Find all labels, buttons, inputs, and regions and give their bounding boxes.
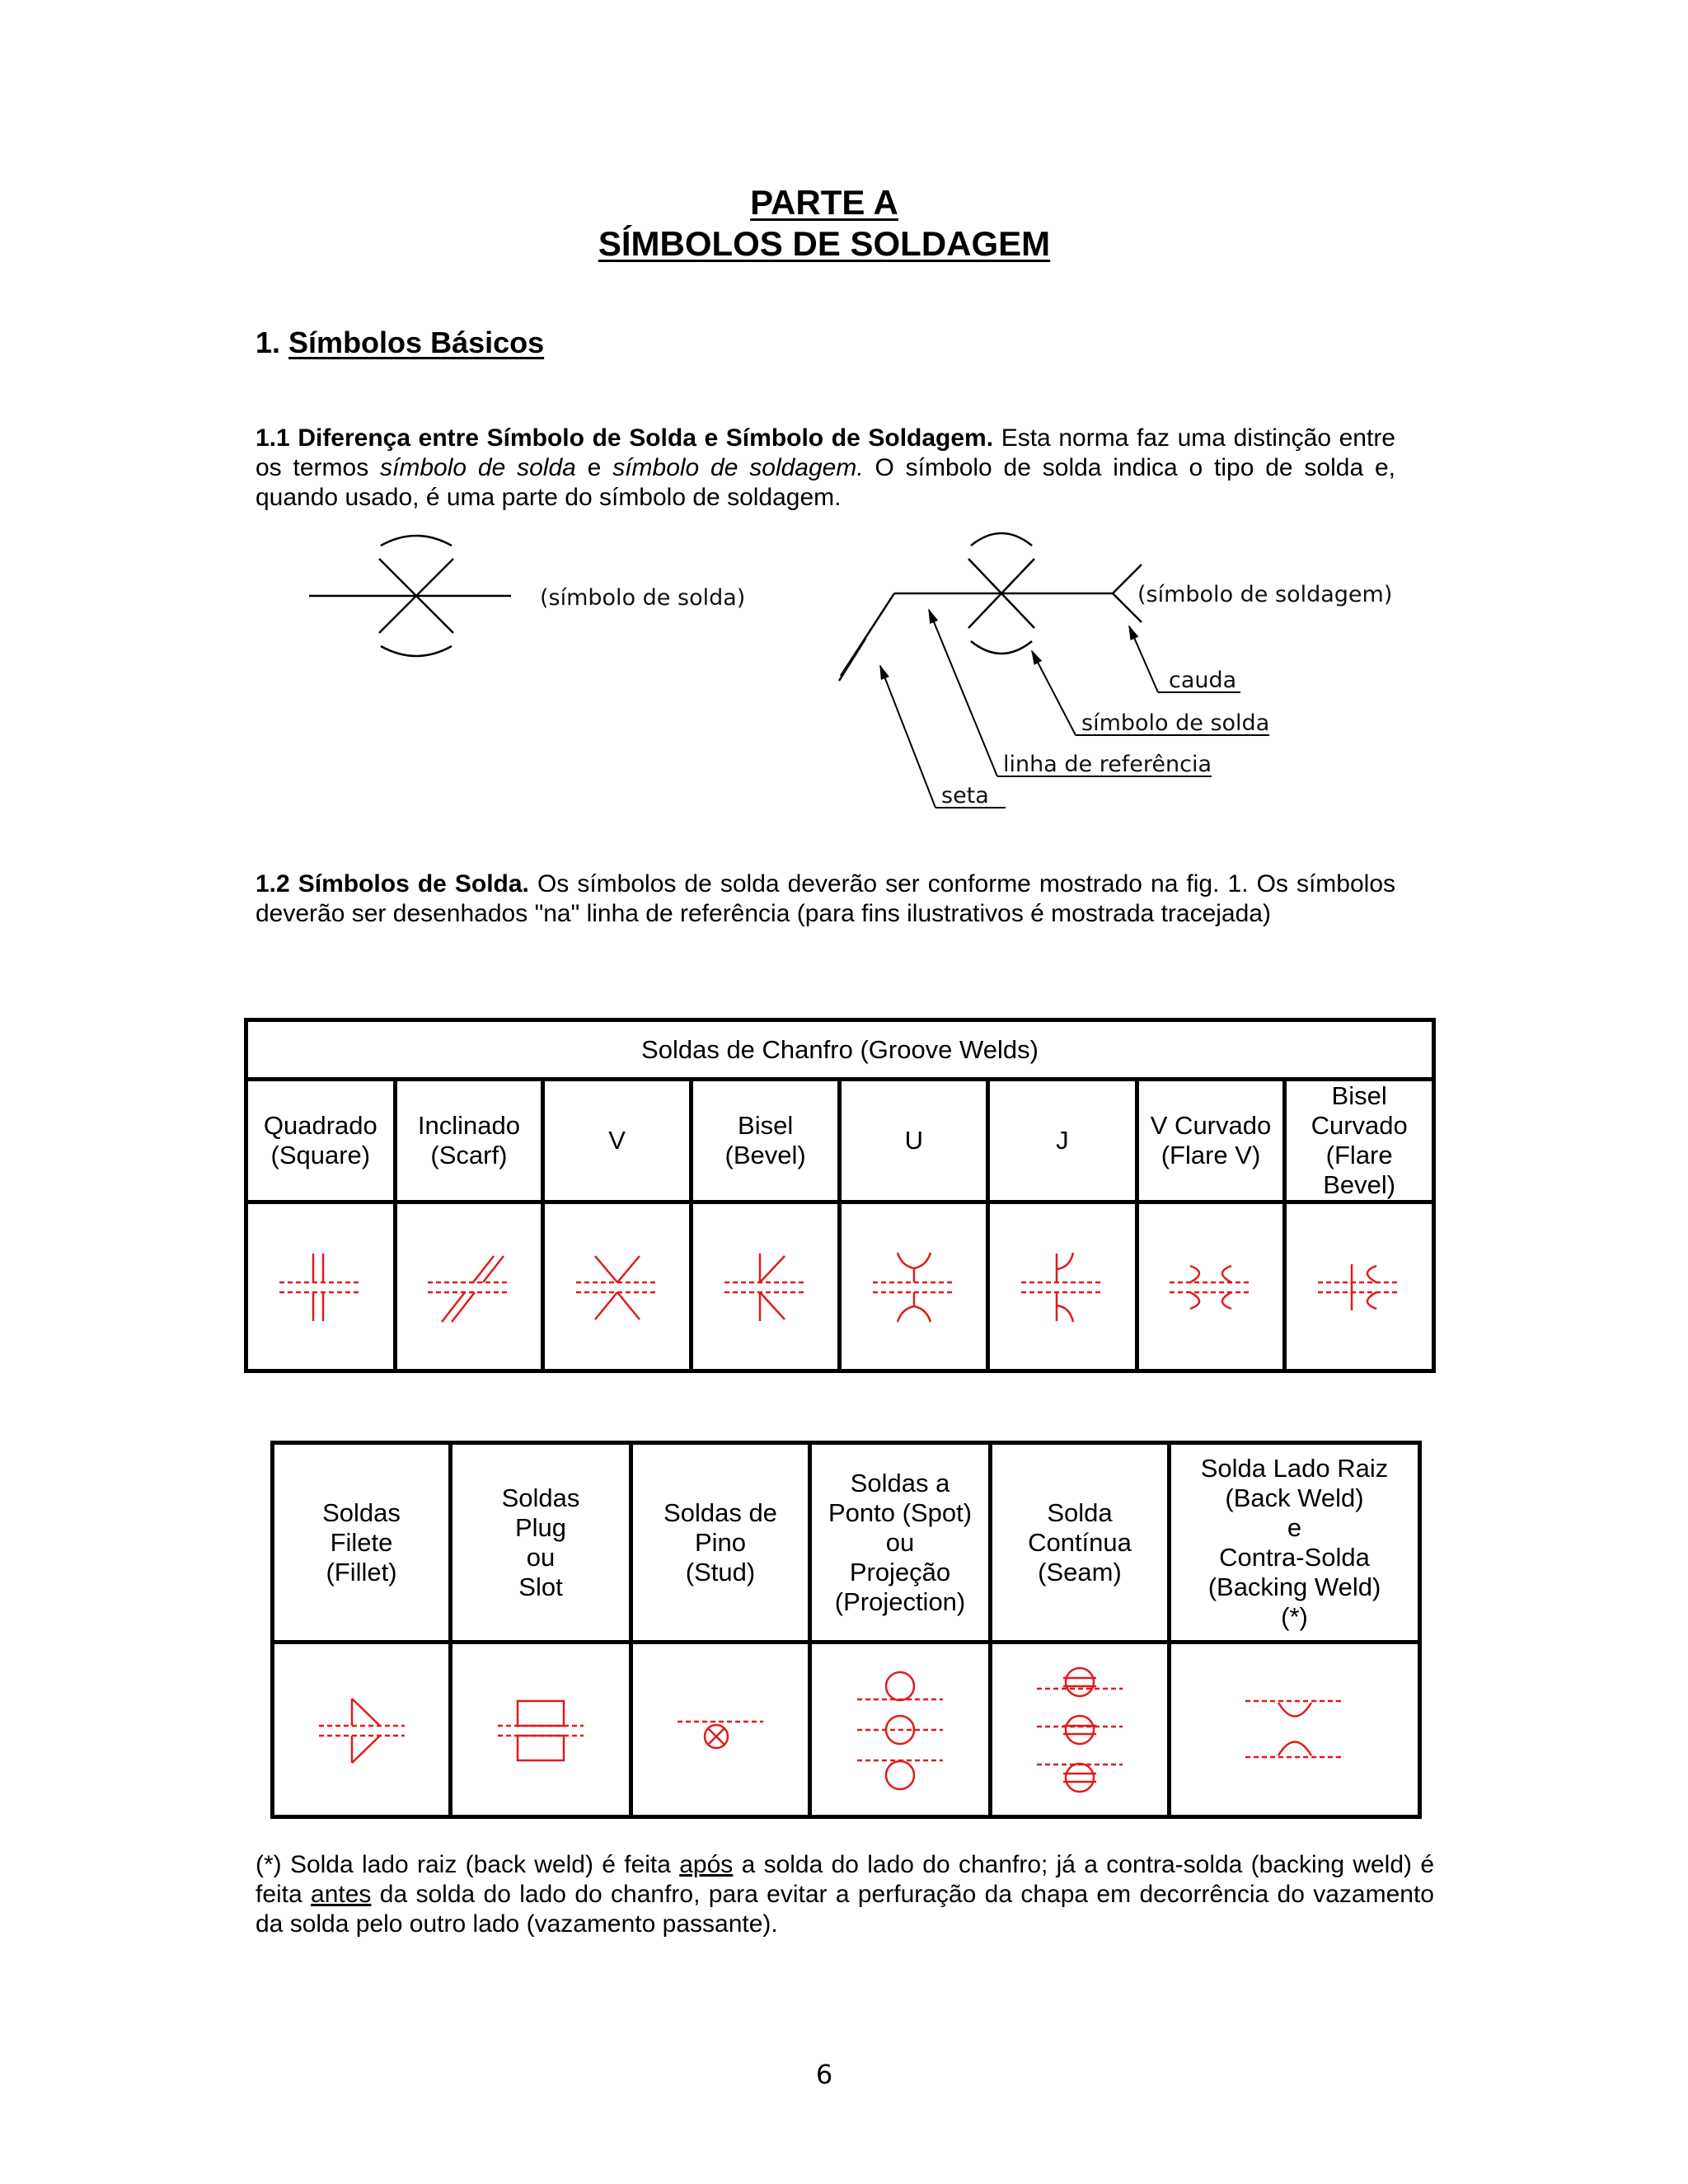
header-flare-v: V Curvado (Flare V) [1137, 1080, 1285, 1202]
header-v: V [543, 1080, 692, 1202]
back-backing-weld-icon [1237, 1685, 1353, 1775]
label-simbolo-de-solda: símbolo de solda [1081, 710, 1270, 736]
paragraph-1-1-text-b: e [575, 454, 613, 481]
flare-v-groove-icon [1165, 1241, 1256, 1332]
page-number: 6 [815, 2059, 833, 2090]
paragraph-1-1-text-c: O símbolo de solda indica o tipo de solda e, quando usado, é uma parte do símbolo de soldagem. [256, 454, 1395, 511]
welding-symbol-example [839, 533, 1142, 681]
header-bevel: Bisel (Bevel) [691, 1080, 840, 1202]
plug-slot-weld-icon [491, 1680, 590, 1779]
bevel-groove-icon [720, 1241, 811, 1332]
footnote-emphasis-apos: após [679, 1851, 734, 1878]
footnote [256, 1850, 1434, 1939]
term-simbolo-de-solda: símbolo de solda [380, 454, 576, 481]
footnote-text-c: da solda do lado do chanfro, para evitar a perfuração da chapa em decorrência do vazamento da solda pelo outro lado (vazamento passante). [256, 1881, 1434, 1938]
groove-welds-table [244, 1018, 1436, 1373]
header-square: Quadrado (Square) [246, 1080, 396, 1202]
part-title: PARTE A [750, 183, 898, 222]
label-cauda: cauda [1169, 668, 1237, 693]
footnote-text-b: a solda do lado do chanfro; já a contra-solda (backing weld) é feita [256, 1851, 1435, 1908]
page-title: SÍMBOLOS DE SOLDAGEM [598, 224, 1051, 263]
scarf-groove-icon [424, 1241, 514, 1332]
groove-symbols-row [246, 1202, 1434, 1371]
welding-symbol-caption: (símbolo de soldagem) [1137, 582, 1393, 607]
header-fillet: Soldas Filete (Fillet) [273, 1443, 451, 1643]
header-u: U [840, 1080, 988, 1202]
term-simbolo-de-soldagem: símbolo de soldagem. [612, 454, 864, 481]
flare-bevel-groove-icon [1314, 1241, 1404, 1332]
section-title: Símbolos Básicos [288, 326, 545, 359]
header-flare-bevel: Bisel Curvado (Flare Bevel) [1285, 1080, 1434, 1202]
paragraph-1-2-text: Os símbolos de solda deverão ser conforme mostrado na fig. 1. Os símbolos deverão ser desenhados "na" linha de referência (para fins ilustrativos é mostrada tracejada) [256, 870, 1396, 927]
v-groove-icon [572, 1241, 663, 1332]
fillet-weld-icon [312, 1680, 411, 1779]
paragraph-1-1 [256, 424, 1395, 513]
leader-lines [880, 610, 1269, 808]
other-symbols-row [273, 1643, 1420, 1817]
square-groove-icon [275, 1241, 366, 1332]
groove-headers-row [246, 1080, 1434, 1202]
footnote-text-a: (*) Solda lado raiz (back weld) é feita [256, 1851, 680, 1878]
u-groove-icon [869, 1241, 959, 1332]
paragraph-1-2 [256, 869, 1395, 929]
header-stud: Soldas de Pino (Stud) [631, 1443, 810, 1643]
other-welds-table [270, 1441, 1422, 1819]
footnote-emphasis-antes: antes [311, 1881, 372, 1908]
weld-symbol-figure [288, 527, 1409, 824]
header-seam: Solda Contínua (Seam) [991, 1443, 1170, 1643]
header-back-backing: Solda Lado Raiz (Back Weld) e Contra-Solda (Backing Weld) (*) [1170, 1443, 1420, 1643]
section-number: 1. [256, 326, 281, 359]
paragraph-1-1-heading: 1.1 Diferença entre Símbolo de Solda e Símbolo de Soldagem. [256, 424, 994, 452]
other-headers-row [273, 1443, 1420, 1643]
weld-symbol-example [309, 536, 511, 656]
groove-welds-caption: Soldas de Chanfro (Groove Welds) [246, 1020, 1434, 1080]
spot-projection-weld-icon [851, 1668, 950, 1792]
paragraph-1-2-heading: 1.2 Símbolos de Solda. [256, 870, 529, 898]
label-seta: seta [941, 783, 989, 808]
header-spot-projection: Soldas a Ponto (Spot) ou Projeção (Projection) [810, 1443, 991, 1643]
stud-weld-icon [671, 1680, 770, 1779]
label-linha-de-referencia: linha de referência [1003, 752, 1212, 777]
section-heading [256, 326, 544, 360]
j-groove-icon [1017, 1241, 1108, 1332]
weld-symbol-caption: (símbolo de solda) [540, 585, 746, 611]
header-scarf: Inclinado (Scarf) [395, 1080, 543, 1202]
header-j: J [988, 1080, 1137, 1202]
header-plug-slot: Soldas Plug ou Slot [451, 1443, 631, 1643]
seam-weld-icon [1030, 1664, 1129, 1796]
paragraph-1-1-text-a: Esta norma faz uma distinção entre os termos [256, 424, 1395, 481]
